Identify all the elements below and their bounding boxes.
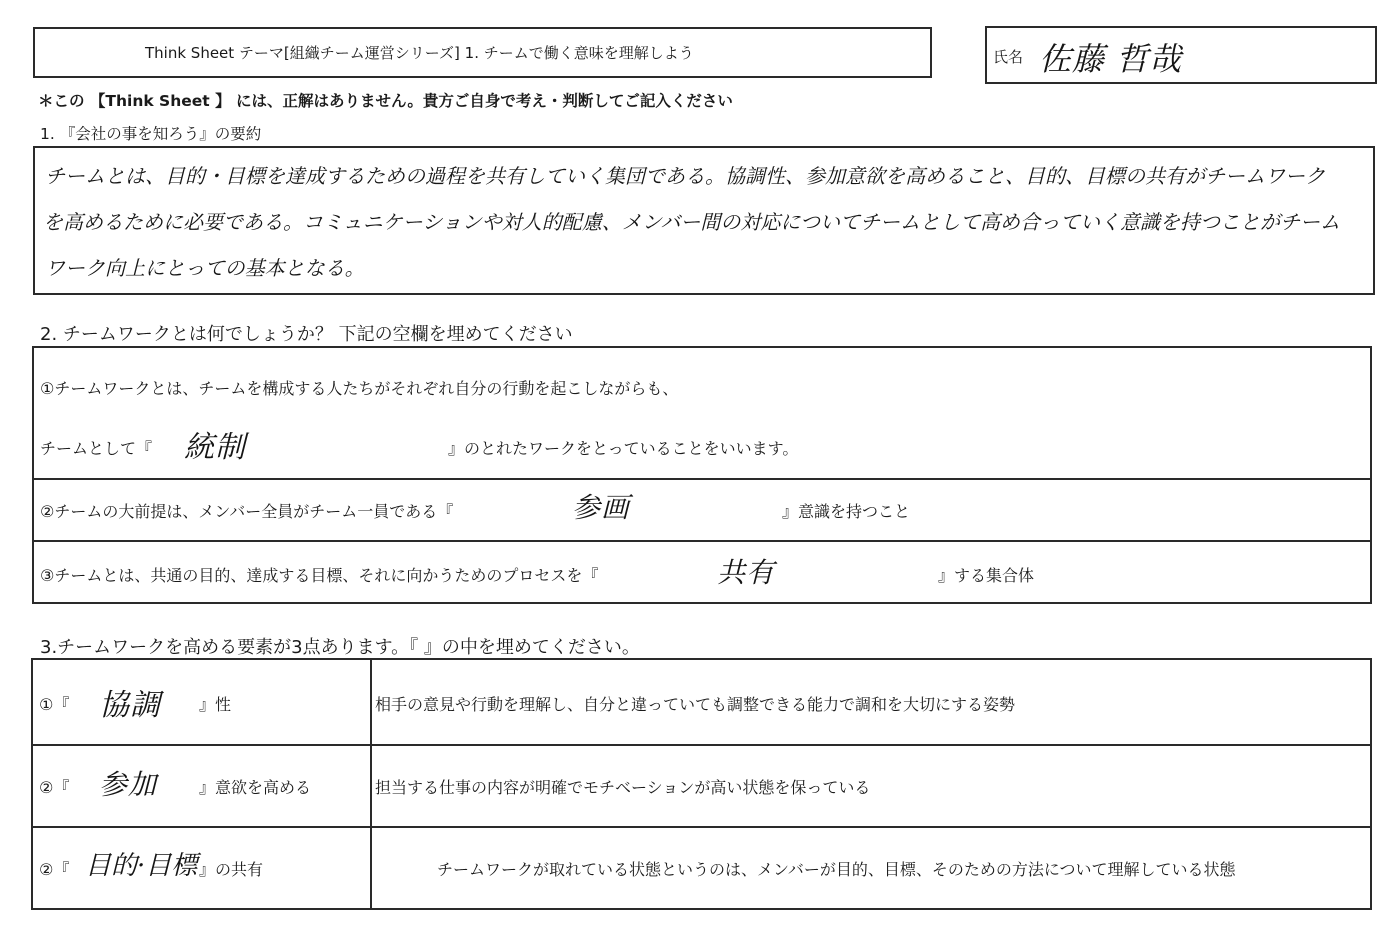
section2-heading: 2. チームワークとは何でしょうか？ 下記の空欄を埋めてください (40, 324, 573, 345)
divider (33, 826, 1370, 828)
section1-heading: 1. 『会社の事を知ろう』の要約 (40, 125, 262, 143)
summary-line-2: を高めるために必要である。コミュニケーションや対人的配慮、メンバー間の対応についてチームとして高め合っていく意識を持つことがチーム (43, 210, 1340, 234)
section3-row2-suffix: 』意欲を高める (199, 778, 312, 797)
section3-row3-description: チームワークが取れている状態というのは、メンバーが目的、目標、そのための方法について理解している状態 (437, 860, 1236, 879)
section3-table (31, 658, 1372, 910)
summary-line-1: チームとは、目的・目標を達成するための過程を共有していく集団である。協調性、参加意欲を高めること、目的、目標の共有がチームワーク (45, 164, 1325, 188)
divider (33, 744, 1370, 746)
divider (34, 540, 1370, 542)
summary-line-3: ワーク向上にとっての基本となる。 (45, 256, 365, 280)
section3-row3-num: ②『 (39, 860, 70, 879)
section3-row2-answer: 参加 (99, 768, 158, 801)
section3-row1-answer: 協調 (99, 688, 161, 723)
name-value: 佐藤 哲哉 (1039, 40, 1183, 78)
section2-row2-suffix: 』意識を持つこと (782, 502, 911, 521)
section2-row1-line1: ①チームワークとは、チームを構成する人たちがそれぞれ自分の行動を起こしながらも、 (40, 379, 679, 398)
section2-row2-prefix: ②チームの大前提は、メンバー全員がチーム一員である『 (40, 502, 454, 521)
header-title-box (33, 27, 932, 78)
section3-row1-description: 相手の意見や行動を理解し、自分と違っていても調整できる能力で調和を大切にする姿勢 (375, 695, 1016, 714)
divider (34, 478, 1370, 480)
section3-heading: 3.チームワークを高める要素が3点あります。『 』の中を埋めてください。 (40, 637, 640, 658)
section3-row1-suffix: 』性 (199, 695, 232, 714)
section3-row1-num: ①『 (39, 695, 70, 714)
sheet-title: Think Sheet テーマ[組織チーム運営シリーズ] 1. チームで働く意味を理解しよう (145, 44, 694, 62)
section2-row2-answer: 参画 (572, 491, 631, 524)
section3-row2-num: ②『 (39, 778, 70, 797)
section3-row3-answer: 目的·目標 (85, 851, 198, 881)
divider (370, 660, 372, 908)
name-box (985, 26, 1377, 84)
section3-row3-suffix: 』の共有 (199, 860, 264, 879)
section3-row2-description: 担当する仕事の内容が明確でモチベーションが高い状態を保っている (375, 778, 871, 797)
section2-row3-answer: 共有 (717, 556, 776, 589)
notice-text: ＊この 【Think Sheet 】 には、正解はありません。貴方ご自身で考え・判断してご記入ください (38, 92, 733, 110)
section2-row1-suffix: 』のとれたワークをとっていることをいいます。 (448, 439, 799, 458)
section2-table (32, 346, 1372, 604)
name-label: 氏名 (993, 48, 1024, 66)
summary-box (33, 146, 1375, 295)
section2-row1-answer: 統制 (184, 430, 246, 465)
section2-row3-prefix: ③チームとは、共通の目的、達成する目標、それに向かうためのプロセスを『 (40, 566, 599, 585)
section2-row3-suffix: 』する集合体 (938, 566, 1035, 585)
section2-row1-prefix: チームとして『 (40, 439, 153, 458)
